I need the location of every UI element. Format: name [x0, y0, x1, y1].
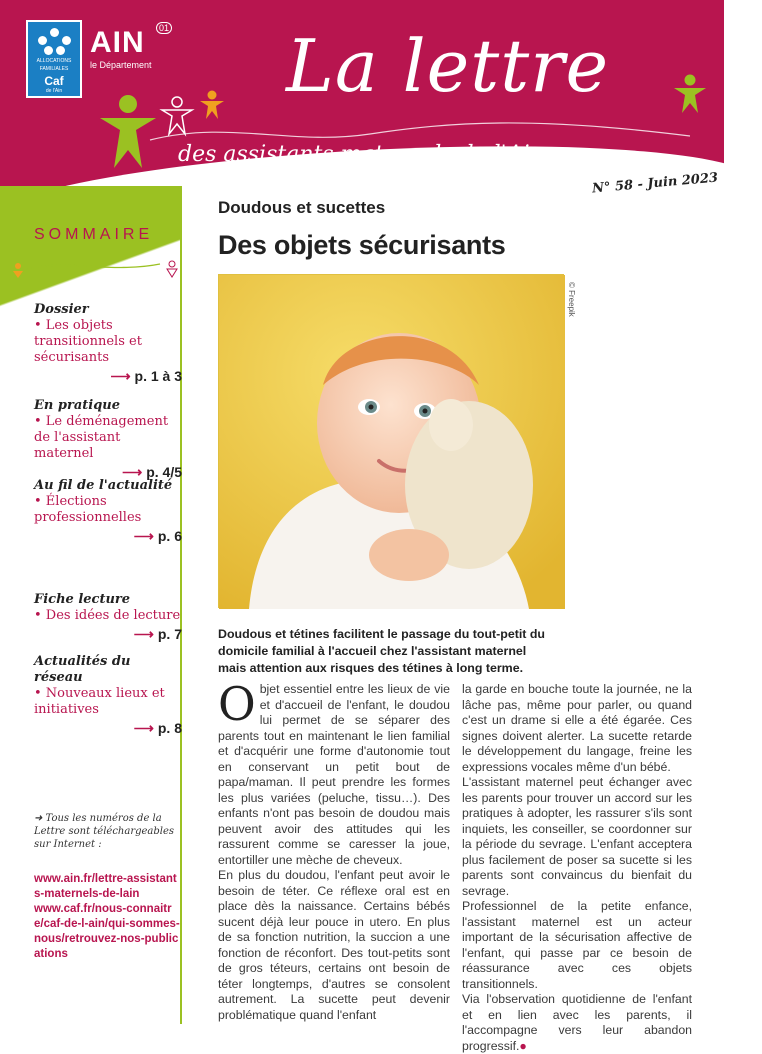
paragraph: Professionnel de la petite enfance, l'assistant maternel est un acteur important de la sécurisation affective de l'enfant, qui passe par ce besoin de réassurance avec ces objets transitionnels.	[462, 899, 692, 991]
article-column-2	[462, 682, 692, 1054]
toc-item: • Élections professionnelles	[34, 494, 142, 525]
arrow-right-icon: ⟶	[133, 528, 154, 544]
masthead	[0, 0, 724, 186]
toc-heading: Dossier	[34, 302, 89, 317]
arrow-right-icon: ⟶	[133, 720, 154, 736]
paragraph: la garde en bouche toute la journée, ne la lâche pas, même pour parler, ou quand c'est un drame si elle a été égarée. Ces signes doivent alerter. La sucette retarde le développement du langage, freine les expressions vocales même d'un bébé.	[462, 682, 692, 774]
toc-page: ⟶ p. 1 à 3	[110, 368, 182, 384]
toc-item: • Le déménagement de l'assistant maternel	[34, 414, 169, 461]
ain-logo-name: AIN	[90, 26, 145, 59]
arrow-right-icon: ⟶	[110, 368, 131, 384]
toc-item: • Les objets transitionnels et sécurisants	[34, 318, 142, 365]
photo-credit: © Freepik	[567, 282, 576, 317]
toc-item: • Nouveaux lieux et initiatives	[34, 686, 165, 717]
toc-entry-reseau[interactable]	[34, 654, 182, 737]
drop-cap: O	[218, 677, 256, 731]
toc-page: ⟶ p. 8	[133, 720, 182, 736]
newsletter-title: La lettre	[286, 24, 610, 108]
child-figure-icon	[672, 74, 708, 114]
issue-number: N° 58 - Juin 2023	[591, 170, 719, 197]
link-caf[interactable]: www.caf.fr/nous-connaitre/caf-de-l-ain/qui-sommes-nous/retrouvez-nos-publications	[34, 903, 180, 960]
newsletter-subtitle: des assistants maternels de l'Ain	[178, 142, 544, 167]
caf-logo-line1: ALLOCATIONS	[36, 58, 72, 64]
caf-logo-region: de l'Ain	[45, 88, 63, 94]
paragraph: En plus du doudou, l'enfant peut avoir le besoin de téter. Ce réflexe oral est en place dès la naissance. Certains bébés sucent déjà leur pouce in utero. En plus de sa fonction nutrition, la succion a une fonction de réconfort. Des tout-petits sont de gros téteurs, certains ont besoin de téter longtemps, d'autres se consolent autrement. La sucette peut devenir problématique quand l'enfant	[218, 868, 450, 1022]
download-note: ➜ Tous les numéros de la Lettre sont téléchargeables sur Internet :	[34, 813, 175, 850]
toc-heading: En pratique	[34, 398, 121, 413]
caf-logo-line2: FAMILIALES	[39, 66, 69, 72]
toc-page: ⟶ p. 6	[133, 528, 182, 544]
article-kicker: Doudous et sucettes	[218, 198, 386, 217]
paragraph: bjet essentiel entre les lieux de vie et d'accueil de l'enfant, le doudou lui permet de se séparer des parents tout en maintenant le lien familial et d'acquérir une forme d'autonomie tout en conservant un petit bout de papa/maman. Il peut prendre les formes les plus variées (peluche, tissu…). Des enfants n'ont pas besoin de doudou mais peuvent avoir des attitudes qui les rassurent comme se caresser la joue, entortiller une mèche de cheveux.	[218, 682, 450, 867]
link-ain[interactable]: www.ain.fr/lettre-assistants-maternels-de-lain	[34, 873, 177, 900]
ain-logo-number: 01	[156, 22, 172, 34]
article-lead: Doudous et tétines facilitent le passage du tout-petit du domicile familial à l'accueil chez l'assistant maternel mais attention aux risques des tétines à long terme.	[218, 627, 545, 675]
download-links	[34, 872, 180, 962]
caf-logo	[26, 20, 82, 98]
caf-logo-name: Caf	[44, 74, 64, 88]
article-headline: Des objets sécurisants	[218, 230, 506, 260]
sommaire-title: SOMMAIRE	[34, 226, 154, 243]
toc-entry-dossier[interactable]	[34, 302, 182, 385]
toc-item: • Des idées de lecture	[34, 608, 181, 623]
ain-logo-subtitle: le Département	[90, 60, 152, 70]
baby-with-plush-photo	[218, 274, 564, 608]
paragraph: L'assistant maternel peut échanger avec les parents pour trouver un accord sur les pratiques à adopter, les rassurer s'ils sont inquiets, les conseiller, se coordonner sur la période du sevrage. L'enfant acceptera plus facilement de poser sa sucette si les parents sont convaincus du bienfait du sevrage.	[462, 775, 692, 898]
arrow-right-icon: ⟶	[133, 626, 154, 642]
toc-entry-en-pratique[interactable]	[34, 398, 182, 481]
toc-heading: Au fil de l'actualité	[34, 478, 173, 493]
article-column-1	[218, 677, 450, 1023]
sommaire-decoration	[10, 250, 178, 280]
toc-entry-fiche-lecture[interactable]	[34, 592, 182, 643]
toc-heading: Actualités du réseau	[34, 654, 131, 685]
caf-logo-symbol	[38, 28, 72, 56]
end-of-article-mark: ●	[519, 1038, 527, 1053]
toc-heading: Fiche lecture	[34, 592, 131, 607]
toc-entry-actualite[interactable]	[34, 478, 182, 545]
paragraph: Via l'observation quotidienne de l'enfant et en lien avec les parents, il l'accompagne vers leur abandon progressif.●	[462, 992, 692, 1053]
toc-page: ⟶ p. 4/5	[122, 464, 182, 480]
toc-page: ⟶ p. 7	[133, 626, 182, 642]
arrow-right-icon: ⟶	[122, 464, 143, 480]
